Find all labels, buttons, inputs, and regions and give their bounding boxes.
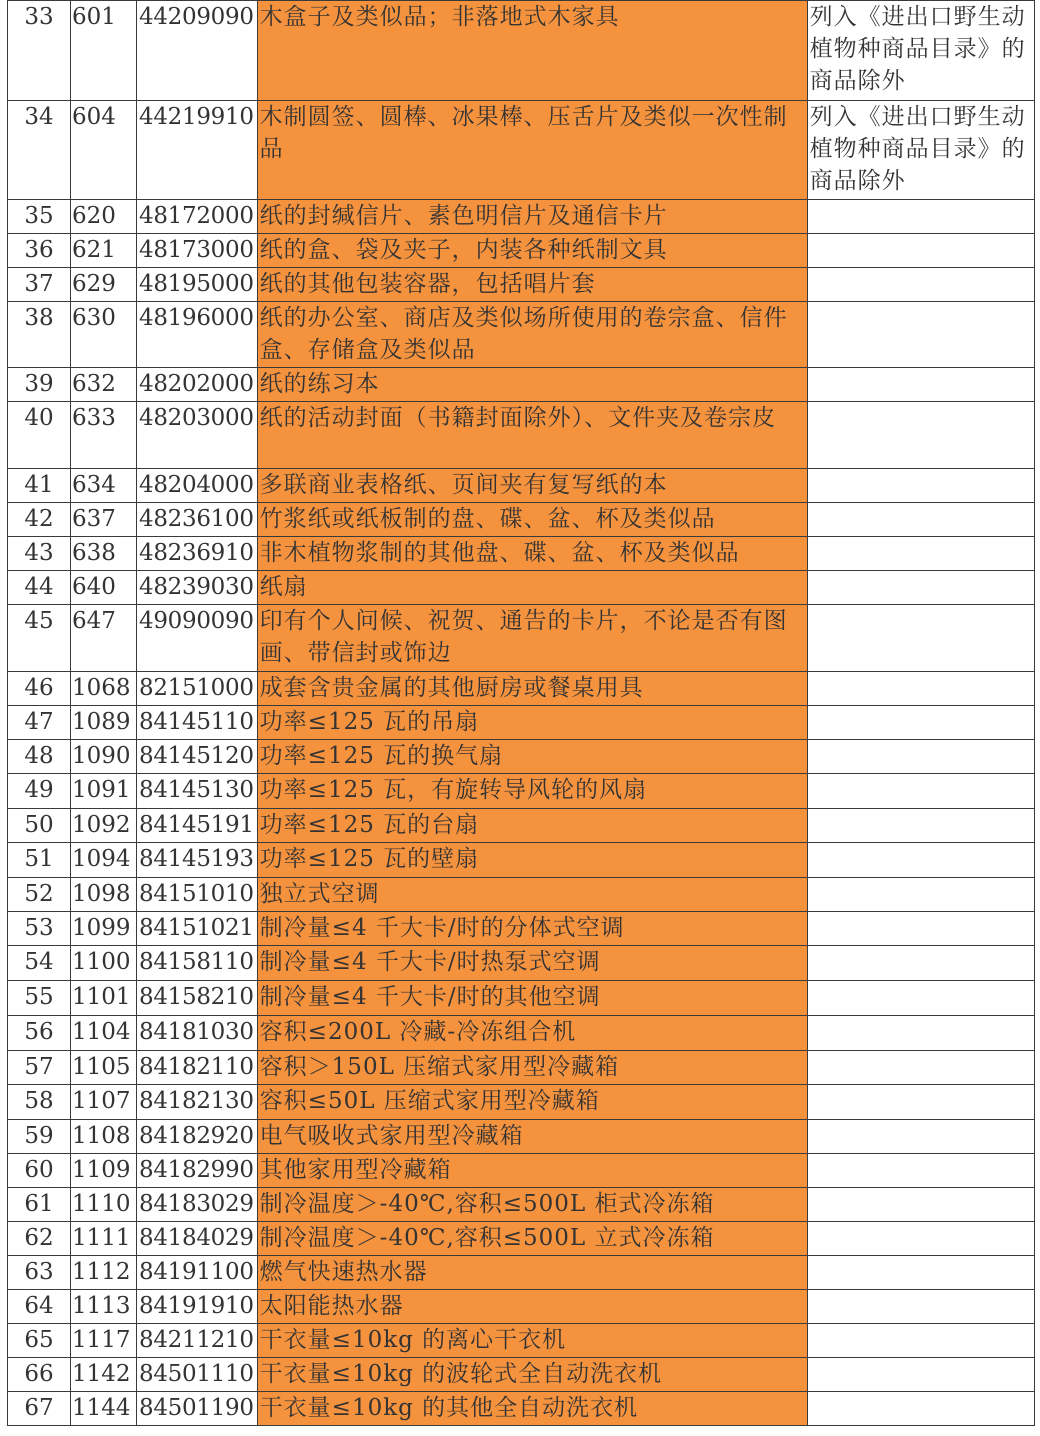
row-note-cell (807, 774, 1034, 809)
row-seq-cell: 60 (8, 1154, 71, 1188)
row-note-cell (807, 809, 1034, 843)
table-row (8, 878, 1035, 912)
row-tariff-code-cell: 44219910 (137, 101, 258, 200)
row-product-name-cell: 其他家用型冷藏箱 (257, 1154, 807, 1188)
row-code-cell: 1112 (71, 1256, 137, 1290)
row-note-cell (807, 234, 1034, 268)
table-row (8, 1016, 1035, 1051)
table-row (8, 843, 1035, 878)
row-seq-cell: 34 (8, 101, 71, 200)
row-code-cell: 632 (71, 368, 137, 402)
row-seq-cell: 46 (8, 672, 71, 706)
row-seq-cell: 49 (8, 774, 71, 809)
row-seq-cell: 54 (8, 946, 71, 981)
row-product-name-cell: 制冷量≤4 千大卡/时的其他空调 (257, 981, 807, 1016)
table-row (8, 1188, 1035, 1222)
table-row (8, 537, 1035, 571)
row-tariff-code-cell: 84183029 (137, 1188, 258, 1222)
table-row (8, 302, 1035, 368)
row-seq-cell: 48 (8, 740, 71, 774)
row-seq-cell: 66 (8, 1358, 71, 1392)
table-row (8, 469, 1035, 503)
row-code-cell: 1111 (71, 1222, 137, 1256)
row-product-name-cell: 竹浆纸或纸板制的盘、碟、盆、杯及类似品 (257, 503, 807, 537)
table-row (8, 1358, 1035, 1392)
row-note-cell (807, 200, 1034, 234)
row-product-name-cell: 太阳能热水器 (257, 1290, 807, 1324)
row-tariff-code-cell: 82151000 (137, 672, 258, 706)
table-row (8, 1120, 1035, 1154)
row-seq-cell: 41 (8, 469, 71, 503)
row-seq-cell: 58 (8, 1085, 71, 1120)
row-tariff-code-cell: 84145130 (137, 774, 258, 809)
row-note-cell (807, 1085, 1034, 1120)
row-product-name-cell: 纸扇 (257, 571, 807, 605)
row-seq-cell: 35 (8, 200, 71, 234)
table-row (8, 912, 1035, 946)
row-note-cell (807, 1256, 1034, 1290)
row-code-cell: 601 (71, 1, 137, 101)
row-tariff-code-cell: 84182920 (137, 1120, 258, 1154)
table-row (8, 1392, 1035, 1426)
row-product-name-cell: 制冷温度＞-40℃,容积≤500L 柜式冷冻箱 (257, 1188, 807, 1222)
row-note-cell: 列入《进出口野生动植物种商品目录》的商品除外 (807, 1, 1034, 101)
row-note-cell: 列入《进出口野生动植物种商品目录》的商品除外 (807, 101, 1034, 200)
row-product-name-cell: 干衣量≤10kg 的其他全自动洗衣机 (257, 1392, 807, 1426)
row-code-cell: 633 (71, 402, 137, 469)
row-note-cell (807, 402, 1034, 469)
row-code-cell: 637 (71, 503, 137, 537)
row-product-name-cell: 制冷量≤4 千大卡/时热泵式空调 (257, 946, 807, 981)
row-code-cell: 1089 (71, 706, 137, 740)
row-code-cell: 1099 (71, 912, 137, 946)
row-seq-cell: 57 (8, 1051, 71, 1085)
row-tariff-code-cell: 84182130 (137, 1085, 258, 1120)
row-seq-cell: 63 (8, 1256, 71, 1290)
row-product-name-cell: 纸的练习本 (257, 368, 807, 402)
row-tariff-code-cell: 84184029 (137, 1222, 258, 1256)
row-code-cell: 1094 (71, 843, 137, 878)
row-product-name-cell: 非木植物浆制的其他盘、碟、盆、杯及类似品 (257, 537, 807, 571)
row-note-cell (807, 469, 1034, 503)
row-code-cell: 647 (71, 605, 137, 672)
row-tariff-code-cell: 84501190 (137, 1392, 258, 1426)
table-row (8, 1, 1035, 101)
row-tariff-code-cell: 44209090 (137, 1, 258, 101)
row-seq-cell: 47 (8, 706, 71, 740)
row-seq-cell: 50 (8, 809, 71, 843)
row-tariff-code-cell: 48195000 (137, 268, 258, 302)
row-tariff-code-cell: 84182110 (137, 1051, 258, 1085)
row-note-cell (807, 571, 1034, 605)
table-row (8, 101, 1035, 200)
table-row (8, 706, 1035, 740)
row-seq-cell: 33 (8, 1, 71, 101)
row-code-cell: 621 (71, 234, 137, 268)
row-product-name-cell: 制冷量≤4 千大卡/时的分体式空调 (257, 912, 807, 946)
row-seq-cell: 53 (8, 912, 71, 946)
row-seq-cell: 45 (8, 605, 71, 672)
row-tariff-code-cell: 48236910 (137, 537, 258, 571)
row-product-name-cell: 功率≤125 瓦的换气扇 (257, 740, 807, 774)
row-product-name-cell: 成套含贵金属的其他厨房或餐桌用具 (257, 672, 807, 706)
row-seq-cell: 43 (8, 537, 71, 571)
row-seq-cell: 51 (8, 843, 71, 878)
row-seq-cell: 39 (8, 368, 71, 402)
product-table (7, 0, 1035, 1426)
row-product-name-cell: 容积≤200L 冷藏-冷冻组合机 (257, 1016, 807, 1051)
row-tariff-code-cell: 84191100 (137, 1256, 258, 1290)
table-row (8, 402, 1035, 469)
row-code-cell: 1091 (71, 774, 137, 809)
row-product-name-cell: 功率≤125 瓦的吊扇 (257, 706, 807, 740)
row-product-name-cell: 干衣量≤10kg 的离心干衣机 (257, 1324, 807, 1358)
table-row (8, 268, 1035, 302)
row-code-cell: 1104 (71, 1016, 137, 1051)
row-note-cell (807, 946, 1034, 981)
row-seq-cell: 52 (8, 878, 71, 912)
row-note-cell (807, 1188, 1034, 1222)
row-note-cell (807, 672, 1034, 706)
table-row (8, 1290, 1035, 1324)
table-row (8, 1085, 1035, 1120)
row-code-cell: 629 (71, 268, 137, 302)
row-product-name-cell: 印有个人问候、祝贺、通告的卡片，不论是否有图画、带信封或饰边 (257, 605, 807, 672)
row-tariff-code-cell: 48202000 (137, 368, 258, 402)
row-product-name-cell: 功率≤125 瓦的台扇 (257, 809, 807, 843)
row-note-cell (807, 302, 1034, 368)
row-note-cell (807, 1154, 1034, 1188)
table-row (8, 368, 1035, 402)
row-note-cell (807, 740, 1034, 774)
table-row (8, 981, 1035, 1016)
row-seq-cell: 65 (8, 1324, 71, 1358)
row-note-cell (807, 878, 1034, 912)
row-code-cell: 1109 (71, 1154, 137, 1188)
row-note-cell (807, 1392, 1034, 1426)
row-tariff-code-cell: 84145193 (137, 843, 258, 878)
row-code-cell: 1113 (71, 1290, 137, 1324)
row-seq-cell: 64 (8, 1290, 71, 1324)
table-row (8, 1222, 1035, 1256)
row-seq-cell: 56 (8, 1016, 71, 1051)
row-tariff-code-cell: 48236100 (137, 503, 258, 537)
row-tariff-code-cell: 48173000 (137, 234, 258, 268)
row-code-cell: 1100 (71, 946, 137, 981)
row-product-name-cell: 纸的办公室、商店及类似场所使用的卷宗盒、信件盒、存储盒及类似品 (257, 302, 807, 368)
row-product-name-cell: 多联商业表格纸、页间夹有复写纸的本 (257, 469, 807, 503)
row-code-cell: 1092 (71, 809, 137, 843)
row-note-cell (807, 1120, 1034, 1154)
row-code-cell: 1142 (71, 1358, 137, 1392)
row-note-cell (807, 1358, 1034, 1392)
row-product-name-cell: 燃气快速热水器 (257, 1256, 807, 1290)
row-seq-cell: 36 (8, 234, 71, 268)
row-product-name-cell: 干衣量≤10kg 的波轮式全自动洗衣机 (257, 1358, 807, 1392)
row-product-name-cell: 木盒子及类似品；非落地式木家具 (257, 1, 807, 101)
row-tariff-code-cell: 48196000 (137, 302, 258, 368)
row-product-name-cell: 电气吸收式家用型冷藏箱 (257, 1120, 807, 1154)
row-seq-cell: 44 (8, 571, 71, 605)
row-code-cell: 1068 (71, 672, 137, 706)
row-product-name-cell: 纸的活动封面（书籍封面除外）、文件夹及卷宗皮 (257, 402, 807, 469)
row-tariff-code-cell: 84181030 (137, 1016, 258, 1051)
row-product-name-cell: 木制圆签、圆棒、冰果棒、压舌片及类似一次性制品 (257, 101, 807, 200)
row-seq-cell: 62 (8, 1222, 71, 1256)
row-note-cell (807, 605, 1034, 672)
row-note-cell (807, 1222, 1034, 1256)
row-code-cell: 630 (71, 302, 137, 368)
row-tariff-code-cell: 48172000 (137, 200, 258, 234)
table-row (8, 1256, 1035, 1290)
table-row (8, 234, 1035, 268)
row-tariff-code-cell: 84191910 (137, 1290, 258, 1324)
row-code-cell: 1144 (71, 1392, 137, 1426)
table-row (8, 946, 1035, 981)
row-note-cell (807, 843, 1034, 878)
table-row (8, 774, 1035, 809)
table-row (8, 1154, 1035, 1188)
row-code-cell: 638 (71, 537, 137, 571)
row-product-name-cell: 独立式空调 (257, 878, 807, 912)
row-code-cell: 1090 (71, 740, 137, 774)
row-code-cell: 1101 (71, 981, 137, 1016)
row-tariff-code-cell: 84182990 (137, 1154, 258, 1188)
row-note-cell (807, 1051, 1034, 1085)
row-product-name-cell: 制冷温度＞-40℃,容积≤500L 立式冷冻箱 (257, 1222, 807, 1256)
row-tariff-code-cell: 84145191 (137, 809, 258, 843)
row-note-cell (807, 537, 1034, 571)
row-code-cell: 1098 (71, 878, 137, 912)
row-product-name-cell: 功率≤125 瓦，有旋转导风轮的风扇 (257, 774, 807, 809)
row-tariff-code-cell: 84151010 (137, 878, 258, 912)
row-tariff-code-cell: 84158110 (137, 946, 258, 981)
row-note-cell (807, 1016, 1034, 1051)
row-seq-cell: 38 (8, 302, 71, 368)
table-row (8, 740, 1035, 774)
row-note-cell (807, 981, 1034, 1016)
table-row (8, 571, 1035, 605)
row-code-cell: 1117 (71, 1324, 137, 1358)
row-product-name-cell: 纸的其他包装容器，包括唱片套 (257, 268, 807, 302)
row-code-cell: 1108 (71, 1120, 137, 1154)
table-row (8, 200, 1035, 234)
row-note-cell (807, 368, 1034, 402)
row-seq-cell: 59 (8, 1120, 71, 1154)
row-tariff-code-cell: 48203000 (137, 402, 258, 469)
row-note-cell (807, 1324, 1034, 1358)
row-code-cell: 1110 (71, 1188, 137, 1222)
row-tariff-code-cell: 84145110 (137, 706, 258, 740)
row-tariff-code-cell: 48204000 (137, 469, 258, 503)
row-seq-cell: 40 (8, 402, 71, 469)
table-row (8, 1051, 1035, 1085)
table-row (8, 809, 1035, 843)
row-product-name-cell: 功率≤125 瓦的壁扇 (257, 843, 807, 878)
row-code-cell: 1105 (71, 1051, 137, 1085)
product-table-body (8, 1, 1035, 1426)
row-code-cell: 604 (71, 101, 137, 200)
row-tariff-code-cell: 84145120 (137, 740, 258, 774)
table-row (8, 1324, 1035, 1358)
row-note-cell (807, 503, 1034, 537)
row-code-cell: 1107 (71, 1085, 137, 1120)
row-note-cell (807, 268, 1034, 302)
row-tariff-code-cell: 48239030 (137, 571, 258, 605)
row-tariff-code-cell: 84501110 (137, 1358, 258, 1392)
row-tariff-code-cell: 49090090 (137, 605, 258, 672)
row-tariff-code-cell: 84151021 (137, 912, 258, 946)
row-code-cell: 640 (71, 571, 137, 605)
row-note-cell (807, 706, 1034, 740)
row-note-cell (807, 1290, 1034, 1324)
row-seq-cell: 61 (8, 1188, 71, 1222)
row-seq-cell: 37 (8, 268, 71, 302)
row-product-name-cell: 容积≤50L 压缩式家用型冷藏箱 (257, 1085, 807, 1120)
table-row (8, 605, 1035, 672)
row-product-name-cell: 容积＞150L 压缩式家用型冷藏箱 (257, 1051, 807, 1085)
row-seq-cell: 55 (8, 981, 71, 1016)
row-seq-cell: 67 (8, 1392, 71, 1426)
row-tariff-code-cell: 84211210 (137, 1324, 258, 1358)
table-row (8, 672, 1035, 706)
row-product-name-cell: 纸的盒、袋及夹子，内装各种纸制文具 (257, 234, 807, 268)
row-note-cell (807, 912, 1034, 946)
row-product-name-cell: 纸的封缄信片、素色明信片及通信卡片 (257, 200, 807, 234)
row-tariff-code-cell: 84158210 (137, 981, 258, 1016)
row-seq-cell: 42 (8, 503, 71, 537)
row-code-cell: 634 (71, 469, 137, 503)
table-row (8, 503, 1035, 537)
row-code-cell: 620 (71, 200, 137, 234)
